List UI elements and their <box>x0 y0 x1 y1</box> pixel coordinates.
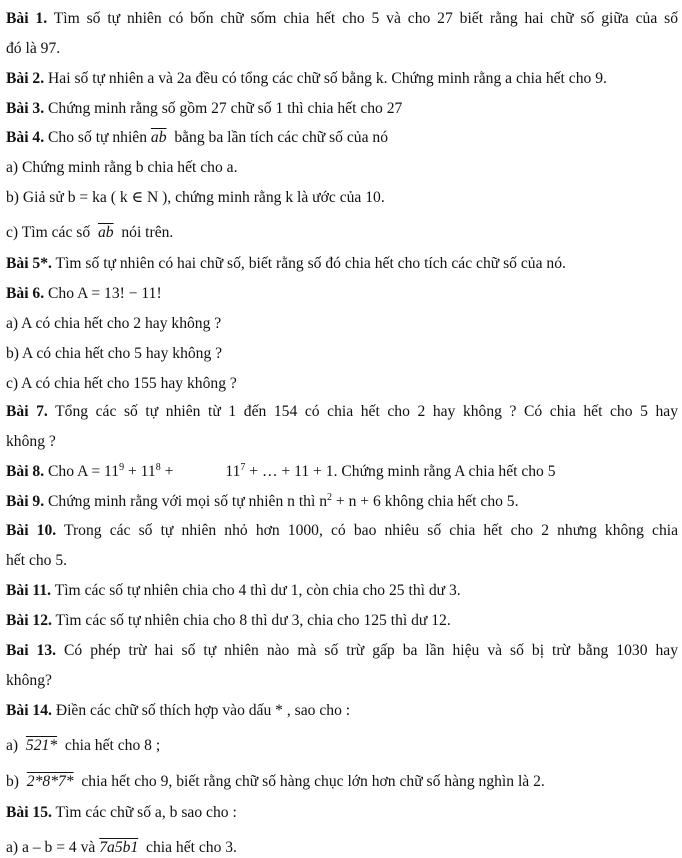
problem-4-c <box>6 223 678 243</box>
problem-14-text: Điền các chữ số thích hợp vào dấu * , sao cho : <box>55 702 351 719</box>
problem-2-text: Hai số tự nhiên a và 2a đều có tổng các chữ số bằng k. Chứng minh rằng a chia hết cho 9. <box>48 70 607 87</box>
problem-13-line-1 <box>6 641 678 661</box>
problem-1-label: Bài 1. <box>6 10 48 27</box>
problem-14-a-prefix: a) <box>6 737 19 754</box>
problem-1-text: Tìm số tự nhiên có bốn chữ sốm chia hết cho 5 và cho 27 biết rằng hai chữ số giữa của số <box>53 10 678 27</box>
problem-14-b-prefix: b) <box>6 773 19 790</box>
problem-8-label: Bài 8. <box>6 463 45 480</box>
problem-6-text: Cho A = 13! − 11! <box>48 285 162 302</box>
problem-8-term-3: 11 <box>225 463 241 480</box>
problem-8-pre: Cho A = 11 <box>48 463 120 480</box>
problem-6-a: a) A có chia hết cho 2 hay không ? <box>6 315 222 332</box>
problem-10-text: Trong các số tự nhiên nhỏ hơn 1000, có bao nhiêu số chia hết cho 2 nhưng không chia <box>64 522 678 539</box>
problem-9-post: + n + 6 không chia hết cho 5. <box>332 493 519 510</box>
problem-14-a-post: chia hết cho 8 ; <box>64 737 161 754</box>
problem-2-label: Bài 2. <box>6 70 45 87</box>
problem-6-label: Bài 6. <box>6 285 45 302</box>
problem-9-exp: 2 <box>327 492 333 503</box>
problem-14-b <box>6 772 678 792</box>
problem-4-overline-ab: $\overline{ab}$ <box>150 129 167 146</box>
problem-8 <box>6 462 678 482</box>
problem-14-label: Bài 14. <box>6 702 52 719</box>
problem-6-c: c) A có chia hết cho 155 hay không ? <box>6 375 237 392</box>
problem-10-line-1 <box>6 521 678 541</box>
problem-15-a-number: 7a5b1 <box>99 839 139 856</box>
problem-1-line-1 <box>6 9 678 29</box>
problem-12 <box>6 611 678 631</box>
problem-4-c-pre: c) Tìm các số <box>6 224 91 241</box>
problem-4-b: b) Giả sử b = ka ( k ∈ N ), chứng minh rằng k là ước của 10. <box>6 189 385 206</box>
problem-11 <box>6 581 678 601</box>
problem-15-a <box>6 838 678 858</box>
problem-4-c-overline-ab: $\overline{ab}$ <box>97 224 114 241</box>
problem-3-text: Chứng minh rằng số gồm 27 chữ số 1 thì chia hết cho 27 <box>48 100 403 117</box>
problem-5-text: Tìm số tự nhiên có hai chữ số, biết rằng số đó chia hết cho tích các chữ số của nó. <box>55 255 566 272</box>
problem-9 <box>6 492 678 512</box>
problem-15-label: Bài 15. <box>6 804 52 821</box>
problem-3-label: Bài 3. <box>6 100 45 117</box>
problem-14-b-number: 2*8*7* <box>26 773 74 790</box>
problem-5 <box>6 254 678 274</box>
problem-12-text: Tìm các số tự nhiên chia cho 8 thì dư 3, chia cho 125 thì dư 12. <box>55 612 451 629</box>
problem-15 <box>6 803 678 823</box>
problem-11-text: Tìm các số tự nhiên chia cho 4 thì dư 1, còn chia cho 25 thì dư 3. <box>54 582 461 599</box>
problem-4-a: a) Chứng minh rằng b chia hết cho a. <box>6 159 238 176</box>
problem-7-line-1 <box>6 402 678 422</box>
problem-1-line-2: đó là 97. <box>6 40 61 57</box>
problem-15-a-pre: a) a – b = 4 và <box>6 839 96 856</box>
problem-11-label: Bài 11. <box>6 582 52 599</box>
problem-3 <box>6 99 678 119</box>
problem-9-pre: Chứng minh rằng với mọi số tự nhiên n thì n <box>48 493 328 510</box>
problem-13-label: Bai 13. <box>6 642 57 659</box>
problem-4-c-post: nói trên. <box>121 224 174 241</box>
problem-8-mid-2: + <box>160 463 174 480</box>
problem-4-label: Bài 4. <box>6 129 45 146</box>
problem-2 <box>6 69 678 89</box>
problem-13-text: Có phép trừ hai số tự nhiên nào mà số trừ gấp ba lần hiệu và số bị trừ bằng 1030 hay <box>64 642 678 659</box>
problem-7-text: Tổng các số tự nhiên từ 1 đến 154 có chia hết cho 2 hay không ? Có chia hết cho 5 hay <box>55 403 678 420</box>
problem-4-post: bằng ba lần tích các chữ số của nó <box>174 129 388 146</box>
problem-6 <box>6 284 678 304</box>
problem-6-b: b) A có chia hết cho 5 hay không ? <box>6 345 223 362</box>
problem-8-mid-1: + 11 <box>124 463 156 480</box>
problem-12-label: Bài 12. <box>6 612 52 629</box>
problem-8-exp-2: 8 <box>155 462 161 473</box>
problem-8-exp-3: 7 <box>240 462 246 473</box>
problem-14-a <box>6 736 678 756</box>
problem-7-line-2: không ? <box>6 433 56 450</box>
problem-8-post: + … + 11 + 1. Chứng minh rằng A chia hết cho 5 <box>245 463 556 480</box>
problem-15-text: Tìm các chữ số a, b sao cho : <box>55 804 237 821</box>
problem-15-a-post: chia hết cho 3. <box>146 839 237 856</box>
problem-13-line-2: không? <box>6 672 52 689</box>
problem-14-b-post: chia hết cho 9, biết rằng chữ số hàng chục lớn hơn chữ số hàng nghìn là 2. <box>81 773 545 790</box>
problem-14-a-number: 521* <box>25 737 58 754</box>
problem-10-line-2: hết cho 5. <box>6 552 68 569</box>
problem-5-label: Bài 5*. <box>6 255 52 272</box>
problem-8-exp-1: 9 <box>119 462 125 473</box>
problem-9-label: Bài 9. <box>6 493 45 510</box>
problem-14 <box>6 701 678 721</box>
problem-10-label: Bài 10. <box>6 522 57 539</box>
problem-7-label: Bài 7. <box>6 403 48 420</box>
problem-4 <box>6 128 678 148</box>
problem-4-pre: Cho số tự nhiên <box>48 129 148 146</box>
